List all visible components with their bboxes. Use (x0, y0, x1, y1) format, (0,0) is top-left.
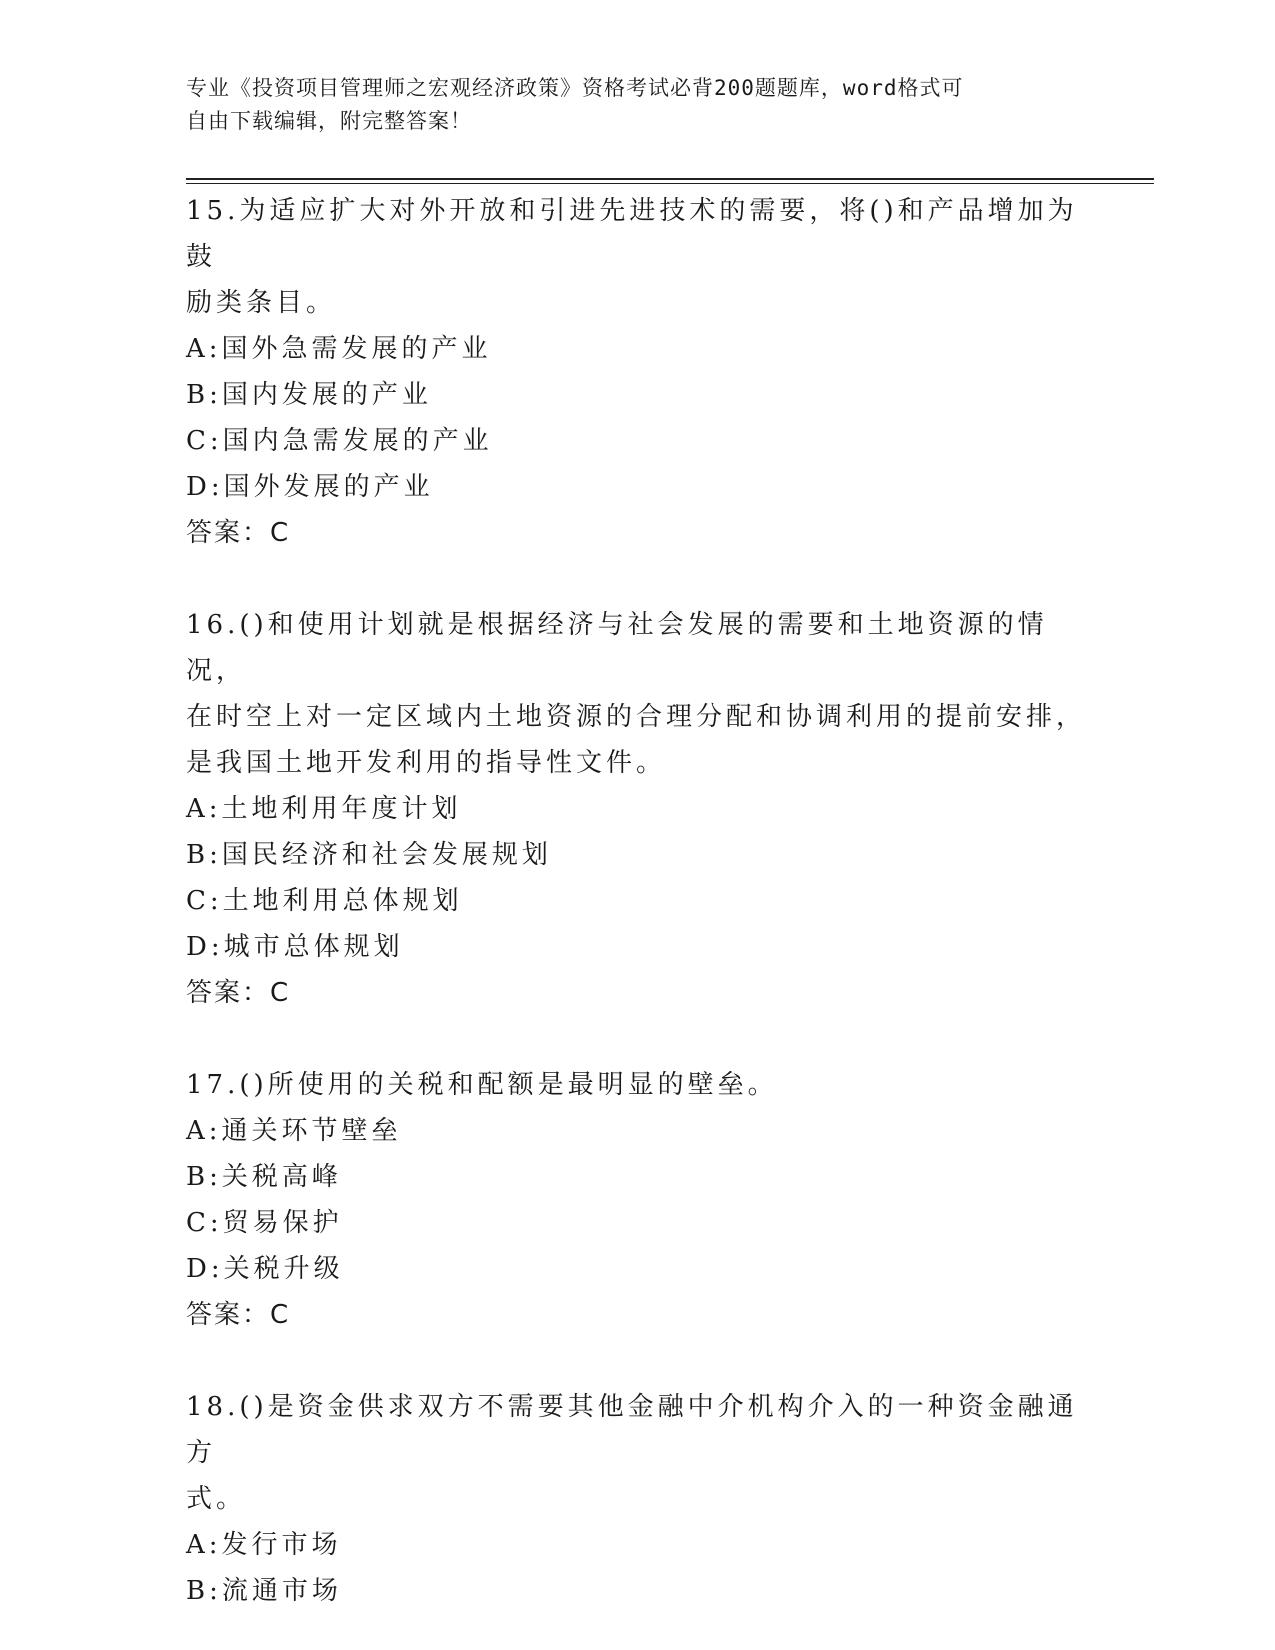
option-b: B:国内发展的产业 (186, 380, 432, 410)
option-d: D:关税升级 (186, 1254, 344, 1284)
answer: 答案：C (186, 1300, 291, 1330)
question-18 (186, 1384, 1086, 1614)
option-c: C:贸易保护 (186, 1208, 343, 1238)
question-17 (186, 1062, 1086, 1338)
option-c: C:国内急需发展的产业 (186, 426, 493, 456)
option-a: A:国外急需发展的产业 (186, 334, 492, 364)
option-a: A:通关环节壁垒 (186, 1116, 402, 1146)
question-text-line: 是我国土地开发利用的指导性文件。 (186, 748, 667, 778)
question-text-line: 式。 (186, 1484, 247, 1514)
answer: 答案：C (186, 518, 291, 548)
question-15 (186, 188, 1086, 556)
question-text-line: 17.()所使用的关税和配额是最明显的壁垒。 (186, 1070, 778, 1100)
header-line-2: 自由下载编辑，附完整答案！ (186, 109, 472, 133)
question-text-line: 在时空上对一定区域内土地资源的合理分配和协调利用的提前安排， (186, 702, 1087, 732)
option-d: D:国外发展的产业 (186, 472, 434, 502)
question-list (186, 188, 1086, 1614)
answer: 答案：C (186, 978, 291, 1008)
question-text-line: 15.为适应扩大对外开放和引进先进技术的需要，将()和产品增加为鼓 (186, 196, 1078, 272)
option-a: A:土地利用年度计划 (186, 794, 462, 824)
document-header (186, 72, 1066, 138)
question-text-line: 16.()和使用计划就是根据经济与社会发展的需要和土地资源的情况， (186, 610, 1048, 686)
header-divider-top (186, 178, 1154, 180)
option-d: D:城市总体规划 (186, 932, 404, 962)
header-divider-bottom (186, 183, 1154, 184)
option-b: B:关税高峰 (186, 1162, 342, 1192)
question-text-line: 18.()是资金供求双方不需要其他金融中介机构介入的一种资金融通方 (186, 1392, 1078, 1468)
option-c: C:土地利用总体规划 (186, 886, 463, 916)
question-16 (186, 602, 1086, 1016)
question-text-line: 励类条目。 (186, 288, 337, 318)
header-line-1: 专业《投资项目管理师之宏观经济政策》资格考试必背200题题库，word格式可 (186, 76, 964, 100)
option-a: A:发行市场 (186, 1530, 342, 1560)
option-b: B:流通市场 (186, 1576, 342, 1606)
option-b: B:国民经济和社会发展规划 (186, 840, 552, 870)
